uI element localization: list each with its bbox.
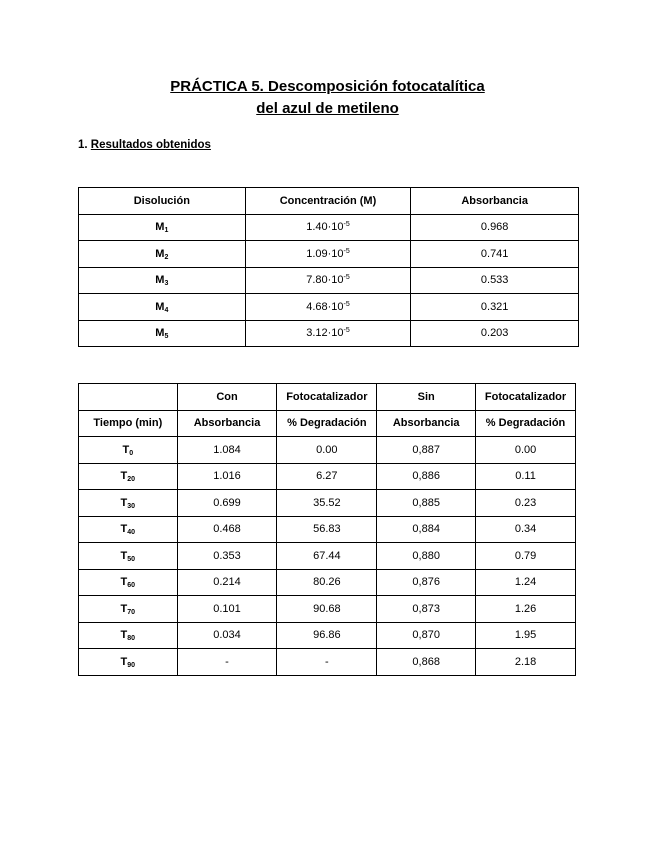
- value-cell: 56.83: [277, 516, 377, 543]
- value-cell: 1.24: [476, 569, 576, 596]
- value-cell: 2.18: [476, 649, 576, 676]
- solution-subscript: 5: [164, 333, 169, 341]
- concentration-mantissa: 1.40·10: [306, 221, 344, 234]
- value-cell: 35.52: [277, 490, 377, 517]
- time-cell: [79, 490, 178, 517]
- value-cell: 0.79: [476, 543, 576, 570]
- solution-cell: [79, 320, 246, 347]
- value-cell: 0,884: [377, 516, 476, 543]
- value-cell: 0.34: [476, 516, 576, 543]
- time-cell: [79, 516, 178, 543]
- time-label: T: [120, 655, 128, 668]
- value-cell: 1.084: [177, 437, 277, 464]
- header-cell: % Degradación: [277, 410, 377, 437]
- value-cell: 0.11: [476, 463, 576, 490]
- header-cell: Fotocatalizador: [476, 384, 576, 411]
- header-cell: Absorbancia: [377, 410, 476, 437]
- solution-subscript: 3: [164, 280, 169, 288]
- table-row: [79, 649, 576, 676]
- concentration-mantissa: 3.12·10: [306, 327, 344, 340]
- table-row: [79, 543, 576, 570]
- time-subscript: 90: [127, 661, 136, 669]
- value-cell: 0,886: [377, 463, 476, 490]
- solution-subscript: 4: [164, 306, 169, 314]
- header-cell: Fotocatalizador: [277, 384, 377, 411]
- time-subscript: 50: [127, 555, 136, 563]
- solution-cell: [79, 267, 246, 294]
- time-label: T: [120, 470, 128, 483]
- value-cell: 96.86: [277, 622, 377, 649]
- degradation-header-row-1: [79, 384, 576, 411]
- table-row: [79, 437, 576, 464]
- value-cell: 0.214: [177, 569, 277, 596]
- header-cell: Con: [177, 384, 277, 411]
- value-cell: 0.00: [476, 437, 576, 464]
- concentration-mantissa: 7.80·10: [306, 274, 344, 287]
- time-subscript: 20: [127, 476, 136, 484]
- table-row: [79, 516, 576, 543]
- table-row: [79, 569, 576, 596]
- concentration-cell: [245, 294, 411, 321]
- absorbance-cell: 0.741: [411, 241, 579, 268]
- absorbance-cell: 0.968: [411, 214, 579, 241]
- absorbance-cell: 0.203: [411, 320, 579, 347]
- header-cell: Sin: [377, 384, 476, 411]
- time-subscript: 0: [129, 449, 134, 457]
- value-cell: 0.699: [177, 490, 277, 517]
- time-subscript: 60: [127, 582, 136, 590]
- concentration-exponent: -5: [343, 274, 350, 282]
- header-cell: [79, 384, 178, 411]
- header-cell: Tiempo (min): [79, 410, 178, 437]
- value-cell: 80.26: [277, 569, 377, 596]
- time-cell: [79, 649, 178, 676]
- value-cell: 67.44: [277, 543, 377, 570]
- value-cell: 0,887: [377, 437, 476, 464]
- value-cell: 0,885: [377, 490, 476, 517]
- time-label: T: [120, 523, 128, 536]
- header-cell: % Degradación: [476, 410, 576, 437]
- concentration-cell: [245, 267, 411, 294]
- header-cell: Concentración (M): [245, 188, 411, 215]
- time-subscript: 70: [127, 608, 136, 616]
- table-row: [79, 622, 576, 649]
- table-row: [79, 596, 576, 623]
- value-cell: -: [177, 649, 277, 676]
- header-cell: Absorbancia: [411, 188, 579, 215]
- section-number: 1.: [78, 139, 88, 151]
- concentration-exponent: -5: [343, 300, 350, 308]
- concentration-exponent: -5: [343, 221, 350, 229]
- value-cell: 0.468: [177, 516, 277, 543]
- table-row: [79, 214, 579, 241]
- concentration-cell: [245, 241, 411, 268]
- concentration-exponent: -5: [343, 327, 350, 335]
- solution-name: M: [155, 274, 165, 287]
- time-cell: [79, 622, 178, 649]
- value-cell: 90.68: [277, 596, 377, 623]
- calibration-table: [78, 187, 579, 347]
- concentration-mantissa: 4.68·10: [306, 300, 344, 313]
- time-subscript: 30: [127, 502, 136, 510]
- page-title: [0, 76, 655, 120]
- value-cell: 0,880: [377, 543, 476, 570]
- time-label: T: [122, 443, 130, 456]
- value-cell: 0.00: [277, 437, 377, 464]
- value-cell: -: [277, 649, 377, 676]
- table-row: [79, 267, 579, 294]
- time-label: T: [120, 549, 128, 562]
- time-subscript: 80: [127, 635, 136, 643]
- title-line-1: PRÁCTICA 5. Descomposición fotocatalítica: [170, 78, 485, 95]
- table-row: [79, 320, 579, 347]
- section-heading: [78, 139, 211, 151]
- absorbance-cell: 0.321: [411, 294, 579, 321]
- header-cell: Absorbancia: [177, 410, 277, 437]
- calibration-header-row: [79, 188, 579, 215]
- time-cell: [79, 569, 178, 596]
- value-cell: 0.101: [177, 596, 277, 623]
- value-cell: 0,876: [377, 569, 476, 596]
- concentration-exponent: -5: [343, 247, 350, 255]
- solution-name: M: [155, 300, 165, 313]
- solution-subscript: 1: [164, 227, 169, 235]
- table-row: [79, 490, 576, 517]
- solution-cell: [79, 214, 246, 241]
- solution-name: M: [155, 221, 165, 234]
- time-label: T: [120, 576, 128, 589]
- absorbance-cell: 0.533: [411, 267, 579, 294]
- value-cell: 1.95: [476, 622, 576, 649]
- time-label: T: [120, 496, 128, 509]
- table-row: [79, 463, 576, 490]
- value-cell: 0.23: [476, 490, 576, 517]
- value-cell: 0.034: [177, 622, 277, 649]
- time-subscript: 40: [127, 529, 136, 537]
- time-cell: [79, 543, 178, 570]
- value-cell: 1.26: [476, 596, 576, 623]
- time-label: T: [120, 629, 128, 642]
- solution-name: M: [155, 247, 165, 260]
- degradation-header-row-2: [79, 410, 576, 437]
- header-cell: Disolución: [79, 188, 246, 215]
- time-cell: [79, 596, 178, 623]
- concentration-mantissa: 1.09·10: [306, 247, 344, 260]
- solution-cell: [79, 294, 246, 321]
- concentration-cell: [245, 214, 411, 241]
- value-cell: 0,870: [377, 622, 476, 649]
- table-row: [79, 294, 579, 321]
- value-cell: 1.016: [177, 463, 277, 490]
- time-cell: [79, 463, 178, 490]
- value-cell: 0,868: [377, 649, 476, 676]
- solution-name: M: [155, 327, 165, 340]
- solution-cell: [79, 241, 246, 268]
- value-cell: 0.353: [177, 543, 277, 570]
- section-label: Resultados obtenidos: [90, 139, 211, 151]
- degradation-table: [78, 383, 576, 676]
- title-line-2: del azul de metileno: [256, 100, 399, 117]
- table-row: [79, 241, 579, 268]
- value-cell: 0,873: [377, 596, 476, 623]
- solution-subscript: 2: [164, 253, 169, 261]
- concentration-cell: [245, 320, 411, 347]
- value-cell: 6.27: [277, 463, 377, 490]
- time-label: T: [120, 602, 128, 615]
- time-cell: [79, 437, 178, 464]
